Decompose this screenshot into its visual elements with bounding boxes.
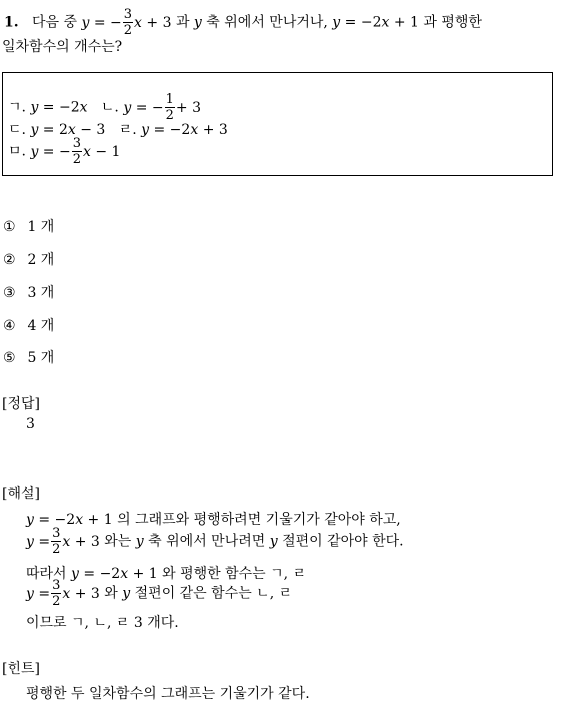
expl-text-4b: 와 [104,585,118,602]
var-y: y [193,14,202,31]
explanation-heading: [해설] [2,486,40,502]
box-row-1 [8,93,201,122]
box-row-2 [8,119,228,139]
expl-text-3b: 와 평행한 함수는 ㄱ, ㄹ [162,566,307,582]
choice-3-mark: ③ [3,285,16,301]
expl-eq-4: y = $\frac{3}{2}$ x + 3 [26,578,100,609]
question-text-c: 축 위에서 만나거나, [206,14,328,31]
choice-1-mark: ① [3,219,16,235]
equation-y-neg3-2x-plus-3: y = − $\frac{3}{2}$ x + 3 [81,7,172,38]
choice-3-label: 3 개 [27,285,55,301]
choice-4-label: 4 개 [27,318,55,334]
answer-heading: [정답] [2,396,40,412]
expl-var-y-2: y [269,533,278,550]
hint-heading: [힌트] [2,661,40,677]
box-row-3 [8,137,120,166]
choice-2[interactable] [3,249,54,269]
choice-1-label: 1 개 [27,219,55,235]
choice-2-label: 2 개 [27,252,55,268]
choice-4[interactable] [3,315,54,335]
item-g-equation: y = −2x [30,99,88,116]
answer-value: 3 [26,416,35,432]
hint-text: 평행한 두 일차함수의 그래프는 기울기가 같다. [26,686,310,702]
choice-3[interactable] [3,282,54,302]
explanation-line-4 [26,579,292,608]
item-d-equation: y = 2x − 3 [30,122,106,138]
item-n-equation: y = − $\frac{1}{2}$ + 3 [123,92,201,123]
item-n-label: ㄴ. [100,99,119,116]
explanation-line-1 [26,509,401,529]
explanation-line-5: 이므로 ㄱ, ㄴ, ㄹ 3 개다. [26,615,179,631]
item-g-label: ㄱ. [8,99,26,116]
question-line-1 [4,8,482,37]
choice-4-mark: ④ [3,318,16,334]
item-r-label: ㄹ. [118,122,137,138]
expl-text-2c: 축 위에서 만나려면 [148,533,266,550]
expl-eq-3: y = −2x + 1 [71,566,158,582]
question-number: 1. [4,14,19,31]
item-m-label: ㅁ. [8,143,26,160]
expl-eq-2: y = $\frac{3}{2}$ x + 3 [26,526,100,557]
expl-text-2b: 와는 [104,533,132,550]
expl-text-2d: 절편이 같아야 한다. [282,533,404,550]
expl-text-4c: 절편이 같은 함수는 ㄴ, ㄹ [134,585,293,602]
expl-text-1: 의 그래프와 평행하려면 기울기가 같아야 하고, [117,512,401,528]
choice-2-mark: ② [3,252,16,268]
item-d-label: ㄷ. [8,122,26,138]
expl-var-y-3: y [122,585,131,602]
item-r-equation: y = −2x + 3 [141,122,228,138]
choice-5-label: 5 개 [27,350,55,366]
expl-text-3a: 따라서 [26,566,67,582]
expl-eq-1: y = −2x + 1 [26,512,113,528]
question-text-a: 다음 중 [31,14,78,31]
expl-var-y: y [135,533,144,550]
question-line-2: 일차함수의 개수는? [2,39,123,55]
question-text-d: 과 평행한 [423,14,482,31]
choice-5-mark: ⑤ [3,350,16,366]
question-text-b: 과 [175,14,190,31]
explanation-line-2 [26,527,404,556]
options-box [2,72,553,176]
equation-y-neg2x-plus-1: y = −2x + 1 [332,14,419,31]
item-m-equation: y = − $\frac{3}{2}$ x − 1 [30,136,121,167]
choice-5[interactable] [3,347,54,367]
choice-1[interactable] [3,216,54,236]
